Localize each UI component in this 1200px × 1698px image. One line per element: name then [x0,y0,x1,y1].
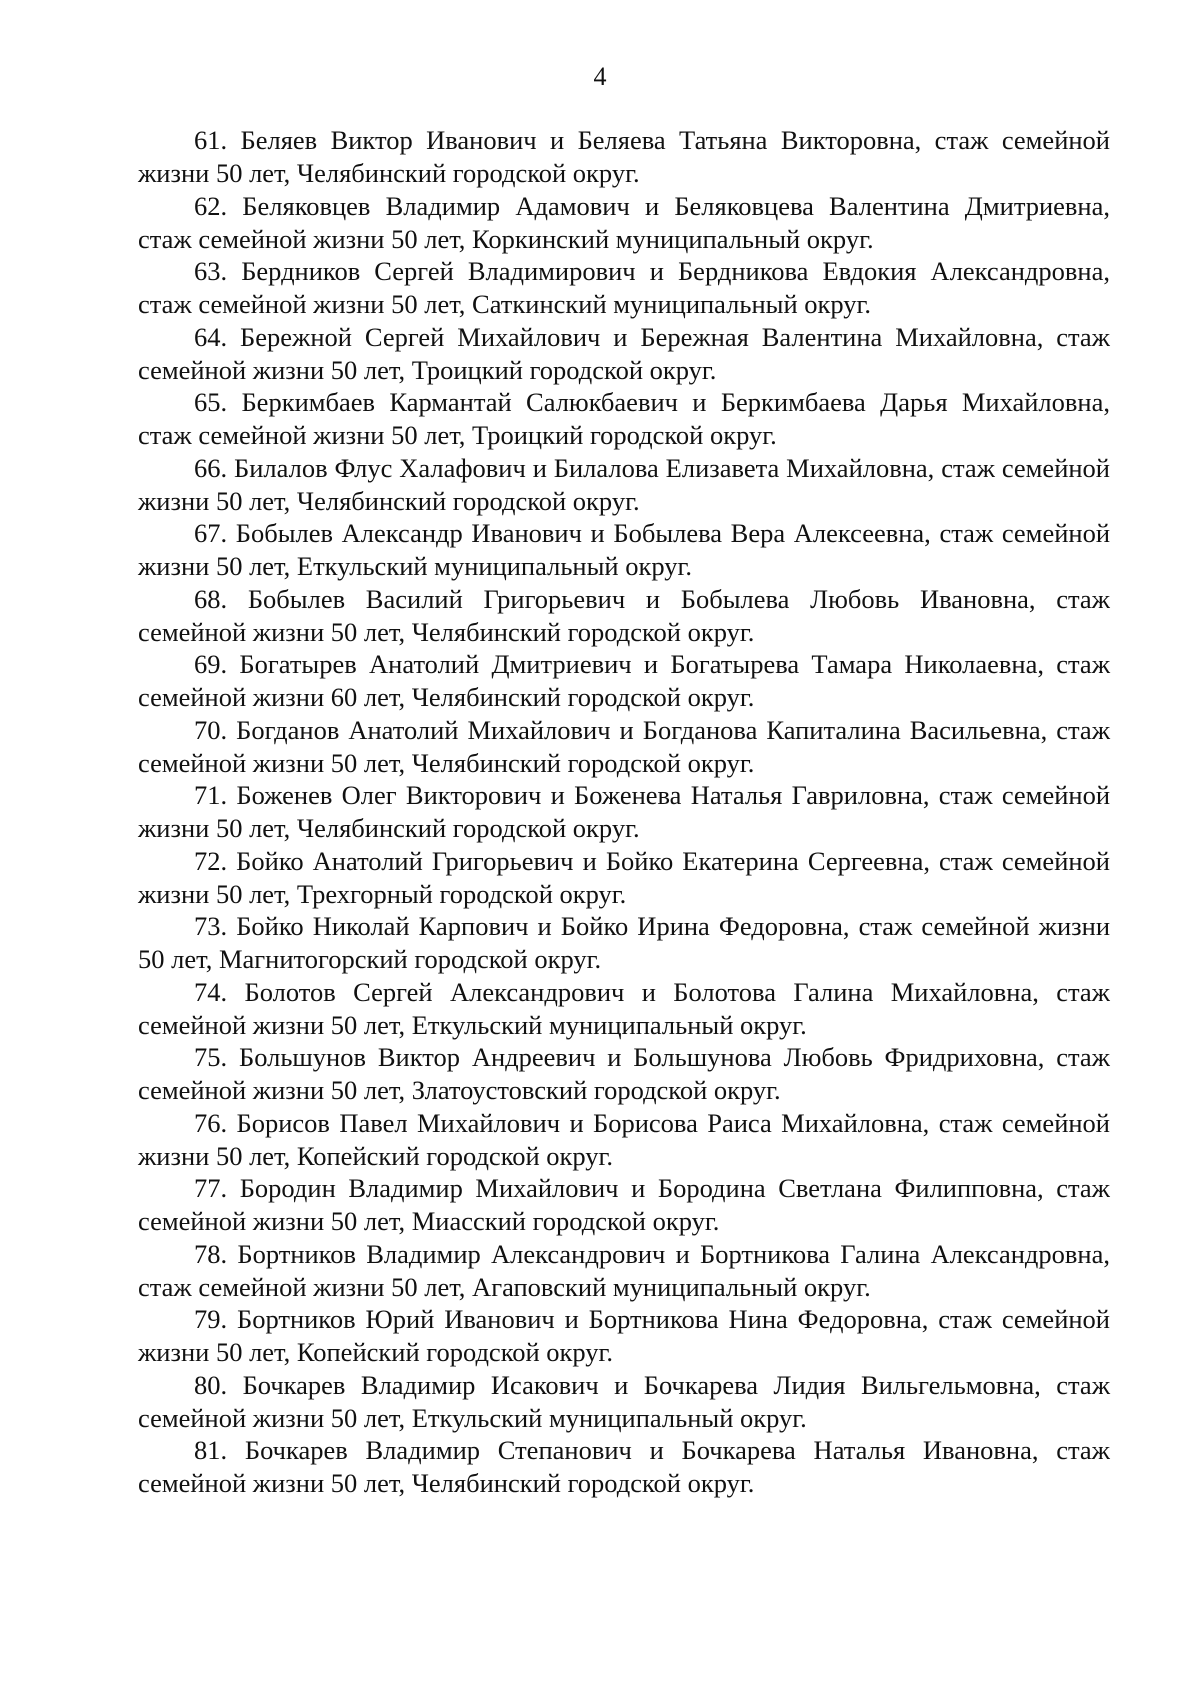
list-item: 74. Болотов Сергей Александрович и Болотова Галина Михайловна, стаж семейной жизни 50 лет, Еткульский муниципальный округ. [138,976,1110,1040]
list-item: 78. Бортников Владимир Александрович и Бортникова Галина Александровна, стаж семейной жизни 50 лет, Агаповский муниципальный округ. [138,1238,1110,1302]
list-item: 81. Бочкарев Владимир Степанович и Бочкарева Наталья Ивановна, стаж семейной жизни 50 лет, Челябинский городской округ. [138,1435,1110,1498]
entries-list [138,124,1110,1500]
list-item: 62. Беляковцев Владимир Адамович и Беляковцева Валентина Дмитриевна, стаж семейной жизни 50 лет, Коркинский муниципальный округ. [138,190,1110,254]
list-item: 69. Богатырев Анатолий Дмитриевич и Богатырева Тамара Николаевна, стаж семейной жизни 60 лет, Челябинский городской округ. [138,649,1110,712]
list-item: 68. Бобылев Василий Григорьевич и Бобылева Любовь Ивановна, стаж семейной жизни 50 лет, Челябинский городской округ. [138,583,1110,647]
list-item: 67. Бобылев Александр Иванович и Бобылева Вера Алексеевна, стаж семейной жизни 50 лет, Еткульский муниципальный округ. [138,518,1110,581]
list-item: 71. Боженев Олег Викторович и Боженева Наталья Гавриловна, стаж семейной жизни 50 лет, Челябинский городской округ. [138,780,1110,843]
list-item: 73. Бойко Николай Карпович и Бойко Ирина Федоровна, стаж семейной жизни 50 лет, Магнитогорский городской округ. [138,911,1110,974]
list-item: 79. Бортников Юрий Иванович и Бортникова Нина Федоровна, стаж семейной жизни 50 лет, Копейский городской округ. [138,1304,1110,1367]
list-item: 66. Билалов Флус Халафович и Билалова Елизавета Михайловна, стаж семейной жизни 50 лет, Челябинский городской округ. [138,452,1110,516]
list-item: 63. Бердников Сергей Владимирович и Бердникова Евдокия Александровна, стаж семейной жизни 50 лет, Саткинский муниципальный округ. [138,256,1110,319]
list-item: 72. Бойко Анатолий Григорьевич и Бойко Екатерина Сергеевна, стаж семейной жизни 50 лет, Трехгорный городской округ. [138,845,1110,909]
list-item: 76. Борисов Павел Михайлович и Борисова Раиса Михайловна, стаж семейной жизни 50 лет, Копейский городской округ. [138,1107,1110,1171]
list-item: 77. Бородин Владимир Михайлович и Бородина Светлана Филипповна, стаж семейной жизни 50 лет, Миасский городской округ. [138,1173,1110,1236]
list-item: 61. Беляев Виктор Иванович и Беляева Татьяна Викторовна, стаж семейной жизни 50 лет, Челябинский городской округ. [138,125,1110,188]
list-item: 80. Бочкарев Владимир Исакович и Бочкарева Лидия Вильгельмовна, стаж семейной жизни 50 лет, Еткульский муниципальный округ. [138,1369,1110,1433]
list-item: 75. Большунов Виктор Андреевич и Большунова Любовь Фридриховна, стаж семейной жизни 50 лет, Златоустовский городской округ. [138,1042,1110,1105]
list-item: 64. Бережной Сергей Михайлович и Бережная Валентина Михайловна, стаж семейной жизни 50 лет, Троицкий городской округ. [138,321,1110,385]
page-number: 4 [593,62,607,91]
list-item: 70. Богданов Анатолий Михайлович и Богданова Капиталина Васильевна, стаж семейной жизни 50 лет, Челябинский городской округ. [138,714,1110,778]
list-item: 65. Беркимбаев Кармантай Салюкбаевич и Беркимбаева Дарья Михайловна, стаж семейной жизни 50 лет, Троицкий городской округ. [138,387,1110,450]
